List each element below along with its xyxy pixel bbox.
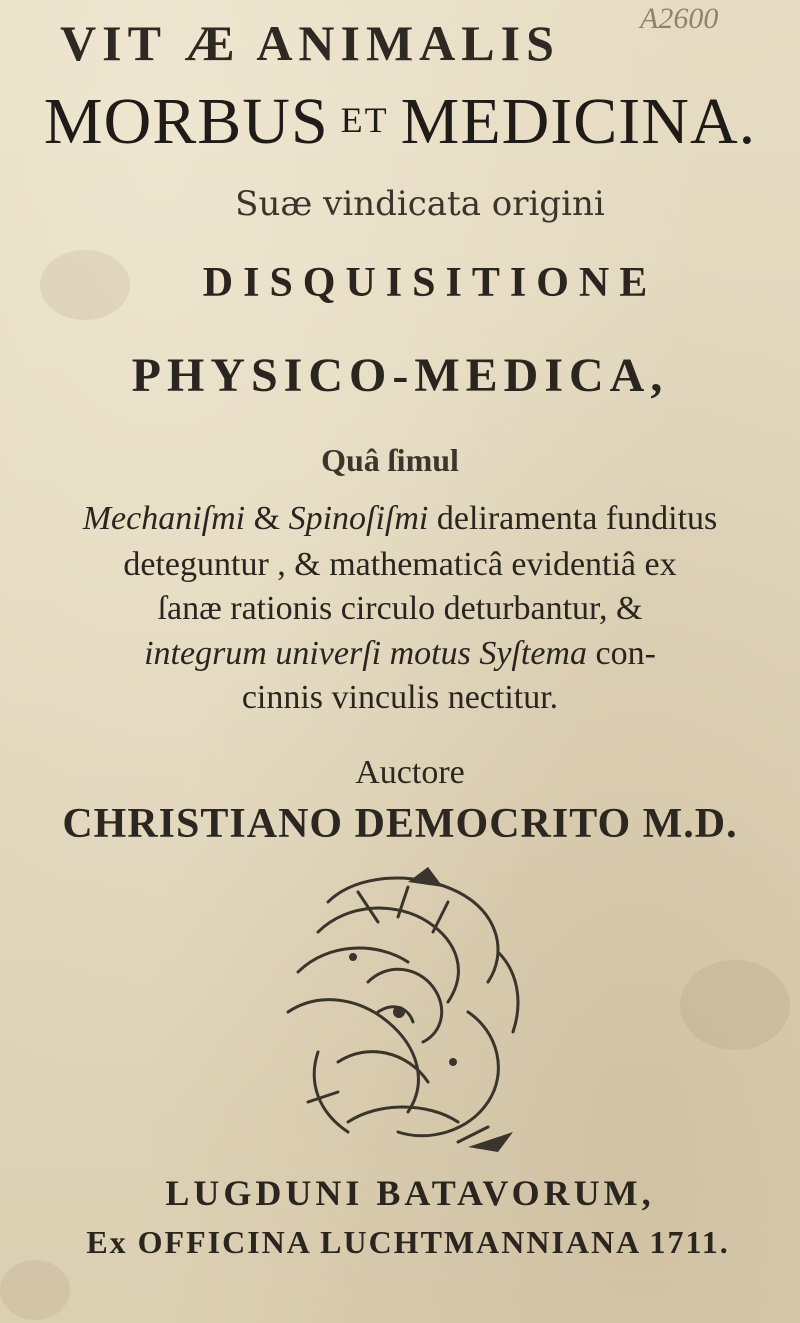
paper-stain xyxy=(0,1260,70,1320)
description-text: & xyxy=(245,500,289,537)
subtitle-physico-medica: PHYSICO-MEDICA, xyxy=(131,349,669,402)
main-title xyxy=(0,84,800,160)
subtitle-qua-simul: Quâ ſimul xyxy=(321,442,459,478)
title-word-et: ET xyxy=(340,100,389,141)
author-name: CHRISTIANO DEMOCRITO M.D. xyxy=(62,801,738,847)
description-text: con- xyxy=(586,635,656,672)
author-label: Auctore xyxy=(355,754,465,791)
description-line xyxy=(0,500,800,538)
description-line: deteguntur , & mathematicâ evidentiâ ex xyxy=(123,546,677,583)
description-line xyxy=(0,635,800,673)
subtitle-line: Suæ vindicata origini xyxy=(235,184,605,224)
imprint-publisher: Ex OFFICINA LUCHTMANNIANA 1711. xyxy=(86,1224,730,1260)
running-title: VIT Æ ANIMALIS xyxy=(60,15,560,71)
description-italic: integrum univerſi motus Syſtema xyxy=(144,635,587,672)
title-word-medicina: MEDICINA. xyxy=(400,85,757,158)
printers-device-ornament-icon xyxy=(258,862,540,1162)
subtitle-disquisitione: DISQUISITIONE xyxy=(202,260,658,306)
imprint-place: LUGDUNI BATAVORUM, xyxy=(165,1173,655,1213)
description-italic: Mechaniſmi xyxy=(82,500,246,537)
description-line: cinnis vinculis nectitur. xyxy=(241,679,559,716)
paper-stain xyxy=(680,960,790,1050)
description-italic: Spinoſiſmi xyxy=(288,500,429,537)
description-line: ſanæ rationis circulo deturbantur, & xyxy=(157,590,643,627)
shelfmark-annotation: A2600 xyxy=(640,2,719,35)
description-text: deliramenta funditus xyxy=(428,500,718,537)
title-word-morbus: MORBUS xyxy=(43,85,329,158)
